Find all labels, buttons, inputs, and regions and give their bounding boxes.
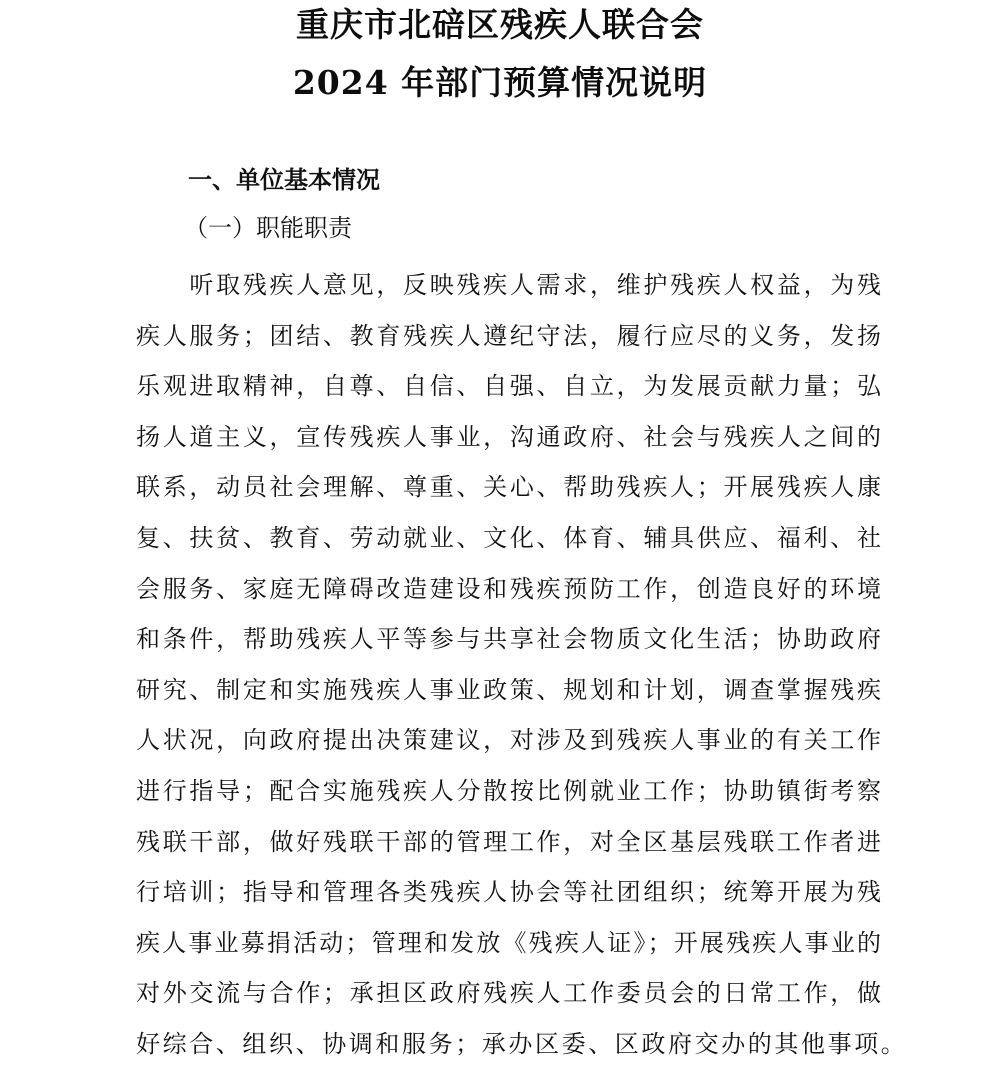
body-line: 人状况，向政府提出决策建议，对涉及到残疾人事业的有关工作: [136, 726, 881, 755]
document-title: [0, 0, 1000, 112]
title-line-2: 2024 年部门预算情况说明: [292, 63, 708, 102]
body-paragraph: [136, 260, 908, 1070]
sub-heading: （一）职能职责: [184, 214, 352, 242]
section-heading: 一、单位基本情况: [188, 166, 380, 194]
body-line: 复、扶贫、教育、劳动就业、文化、体育、辅具供应、福利、社: [136, 523, 881, 552]
body-line: 乐观进取精神，自尊、自信、自强、自立，为发展贡献力量；弘: [136, 372, 881, 401]
body-line: 会服务、家庭无障碍改造建设和残疾预防工作，创造良好的环境: [136, 574, 881, 603]
body-line: 行培训；指导和管理各类残疾人协会等社团组织；统筹开展为残: [136, 878, 881, 907]
body-line: 疾人服务；团结、教育残疾人遵纪守法，履行应尽的义务，发扬: [136, 321, 881, 350]
body-line: 进行指导；配合实施残疾人分散按比例就业工作；协助镇街考察: [136, 776, 881, 805]
title-line-1: 重庆市北碚区残疾人联合会: [296, 5, 704, 44]
body-line: 对外交流与合作；承担区政府残疾人工作委员会的日常工作，做: [136, 979, 881, 1008]
body-line: 好综合、组织、协调和服务；承办区委、区政府交办的其他事项。: [136, 1029, 908, 1058]
body-line: 疾人事业募捐活动；管理和发放《残疾人证》；开展残疾人事业的: [136, 928, 881, 957]
body-line: 残联干部，做好残联干部的管理工作，对全区基层残联工作者进: [136, 827, 881, 856]
body-line: 听取残疾人意见，反映残疾人需求，维护残疾人权益，为残: [136, 271, 881, 299]
body-line: 研究、制定和实施残疾人事业政策、规划和计划，调查掌握残疾: [136, 675, 881, 704]
body-line: 联系，动员社会理解、尊重、关心、帮助残疾人；开展残疾人康: [136, 473, 881, 502]
body-line: 和条件，帮助残疾人平等参与共享社会物质文化生活；协助政府: [136, 625, 881, 654]
body-line: 扬人道主义，宣传残疾人事业，沟通政府、社会与残疾人之间的: [136, 422, 881, 451]
